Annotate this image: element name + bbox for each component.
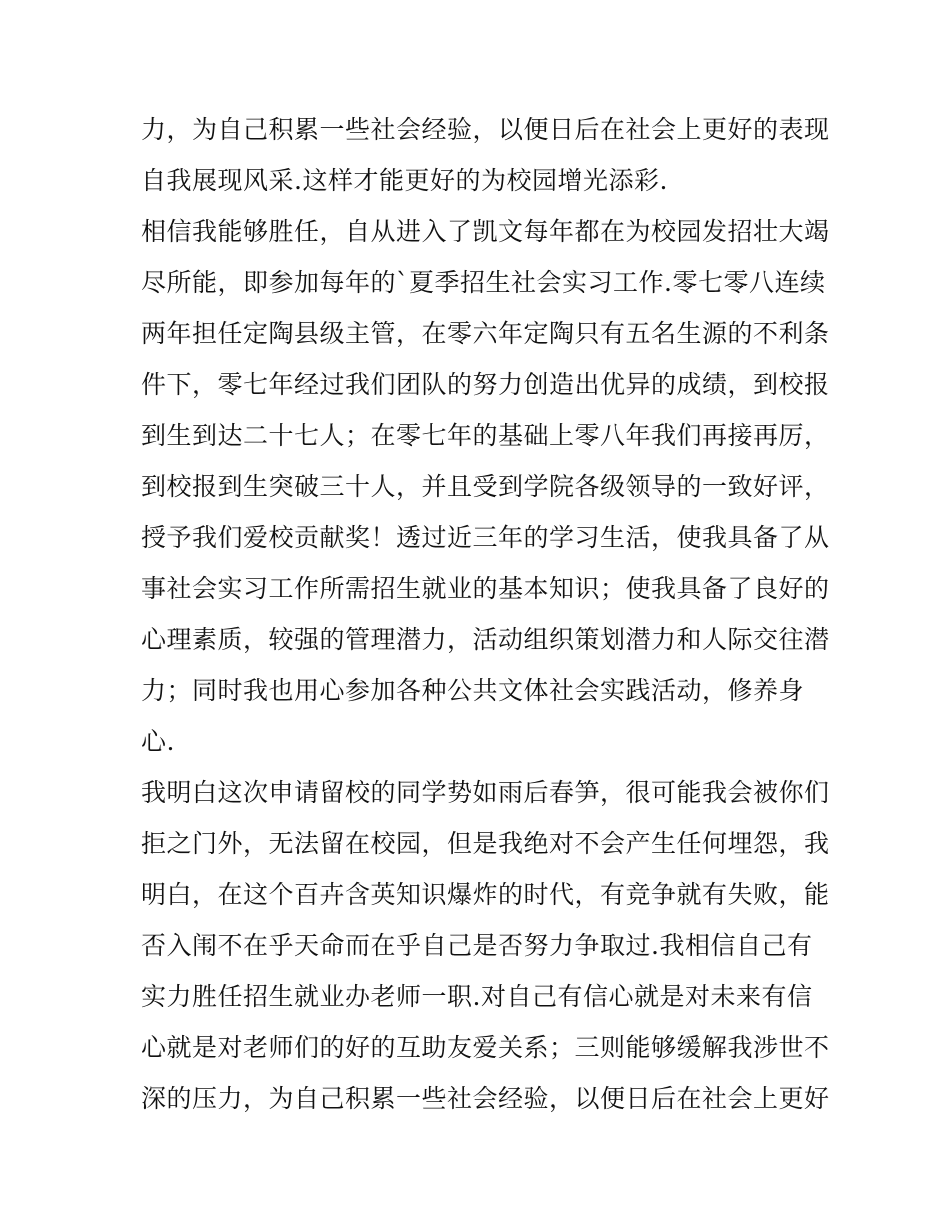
text-line: 两年担任定陶县级主管，在零六年定陶只有五名生源的不利条 [141, 319, 830, 348]
text-line: 深的压力，为自己积累一些社会经验，以便日后在社会上更好 [141, 1084, 830, 1113]
text-line: 到生到达二十七人；在零七年的基础上零八年我们再接再厉， [141, 421, 830, 450]
text-line: 力；同时我也用心参加各种公共文体社会实践活动，修养身 [141, 676, 805, 705]
text-line: 授予我们爱校贡献奖！透过近三年的学习生活，使我具备了从 [141, 523, 830, 552]
text-line: 到校报到生突破三十人，并且受到学院各级领导的一致好评， [141, 472, 830, 501]
text-line: 心就是对老师们的好的互助友爱关系；三则能够缓解我涉世不 [141, 1033, 830, 1062]
text-line: 拒之门外，无法留在校园，但是我绝对不会产生任何埋怨，我 [141, 829, 830, 858]
text-line: 心理素质，较强的管理潜力，活动组织策划潜力和人际交往潜 [141, 625, 830, 654]
text-line: 力，为自己积累一些社会经验，以便日后在社会上更好的表现 [141, 115, 830, 144]
text-line: 事社会实习工作所需招生就业的基本知识；使我具备了良好的 [141, 574, 830, 603]
text-line: 我明白这次申请留校的同学势如雨后春笋，很可能我会被你们 [141, 778, 830, 807]
body-text [141, 104, 830, 1124]
text-line: 自我展现风采.这样才能更好的为校园增光添彩. [141, 166, 668, 195]
text-line: 明白，在这个百卉含英知识爆炸的时代，有竞争就有失败，能 [141, 880, 830, 909]
text-line: 实力胜任招生就业办老师一职.对自己有信心就是对未来有信 [141, 982, 813, 1011]
text-line: 尽所能，即参加每年的`夏季招生社会实习工作.零七零八连续 [141, 268, 826, 297]
text-line: 相信我能够胜任，自从进入了凯文每年都在为校园发招壮大竭 [141, 217, 830, 246]
text-line: 件下，零七年经过我们团队的努力创造出优异的成绩，到校报 [141, 370, 830, 399]
text-line: 否入闱不在乎天命而在乎自己是否努力争取过.我相信自己有 [141, 931, 813, 960]
text-line: 心. [141, 727, 175, 756]
